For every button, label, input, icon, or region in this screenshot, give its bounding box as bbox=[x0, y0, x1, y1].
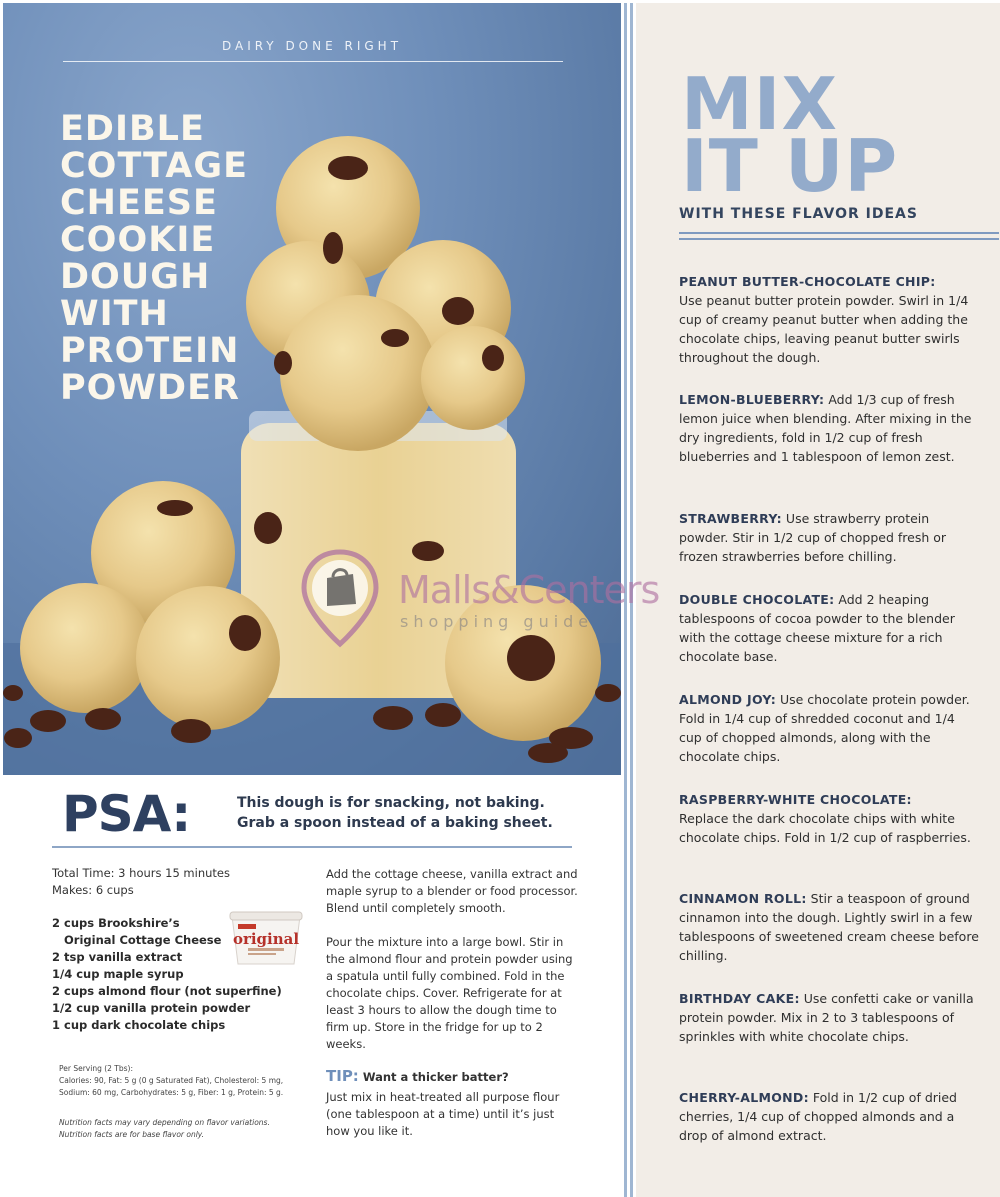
flavor-name: CINNAMON ROLL: bbox=[679, 891, 807, 906]
tub-graphic bbox=[228, 910, 304, 966]
title-line: COTTAGE bbox=[60, 146, 248, 186]
flavor-name: STRAWBERRY: bbox=[679, 511, 782, 526]
flavor-text: Use strawberry protein powder. Stir in 1/2 cup of chopped fresh or frozen strawberries before chilling. bbox=[679, 511, 947, 564]
flavor-item bbox=[679, 390, 979, 466]
ingredient: 2 cups almond flour (not superfine) bbox=[52, 984, 282, 998]
recipe-title bbox=[60, 111, 290, 407]
flavor-name: LEMON-BLUEBERRY: bbox=[679, 392, 825, 407]
watermark-brand: Malls&Centers bbox=[398, 568, 660, 612]
tip-body: Just mix in heat-treated all purpose flour (one tablespoon at a time) until it’s just how you like it. bbox=[326, 1090, 560, 1138]
tip-label: TIP: bbox=[326, 1067, 359, 1085]
flavor-item bbox=[679, 989, 979, 1046]
flavor-text: Replace the dark chocolate chips with white chocolate chips. Fold in 1/2 cup of raspberries. bbox=[679, 811, 971, 845]
sidebar-title-line: IT UP bbox=[681, 124, 899, 208]
tub-label: original bbox=[232, 930, 300, 948]
flavor-item bbox=[679, 509, 979, 566]
title-line: CHEESE bbox=[60, 183, 218, 223]
psa-line: Grab a spoon instead of a baking sheet. bbox=[237, 815, 553, 831]
flavor-item bbox=[679, 790, 979, 847]
flavor-name: PEANUT BUTTER-CHOCOLATE CHIP: bbox=[679, 274, 936, 289]
cottage-cheese-tub-image bbox=[228, 910, 304, 966]
flavor-item bbox=[679, 1088, 979, 1145]
watermark bbox=[300, 548, 700, 648]
tip-heading bbox=[326, 1067, 581, 1085]
flavor-item bbox=[679, 889, 979, 965]
map-pin-bag-icon bbox=[300, 548, 384, 648]
recipe-step: Pour the mixture into a large bowl. Stir in the almond flour and protein powder using a spatula until fully combined. Fold in the chocolate chips. Cover. Refrigerate for at least 3 hours to allow the dough time to firm up. Store in the fridge for up to 2 weeks. bbox=[326, 935, 573, 1051]
ingredient: 2 tsp vanilla extract bbox=[52, 950, 183, 964]
nutrition-note: Nutrition facts may vary depending on flavor variations. bbox=[59, 1118, 270, 1127]
flavor-name: DOUBLE CHOCOLATE: bbox=[679, 592, 835, 607]
psa-line: This dough is for snacking, not baking. bbox=[237, 795, 545, 811]
ingredient: 1/4 cup maple syrup bbox=[52, 967, 184, 981]
total-time: Total Time: 3 hours 15 minutes bbox=[52, 866, 230, 880]
flavor-text: Stir a teaspoon of ground cinnamon into the dough. Lightly swirl in a few tablespoons of sweetened cream cheese before chilling. bbox=[679, 891, 979, 963]
title-line: COOKIE bbox=[60, 220, 216, 260]
nutrition-notes bbox=[59, 1117, 309, 1141]
flavor-item bbox=[679, 272, 979, 367]
title-line: DOUGH bbox=[60, 257, 211, 297]
hero-photo bbox=[3, 3, 621, 775]
flavor-item bbox=[679, 590, 979, 666]
flavor-text: Fold in 1/2 cup of dried cherries, 1/4 cup of chopped almonds and a drop of almond extract. bbox=[679, 1090, 957, 1143]
psa-logo: PSA: bbox=[62, 785, 191, 843]
psa-rule bbox=[52, 846, 572, 848]
recipe-step: Add the cottage cheese, vanilla extract and maple syrup to a blender or food processor. Blend until completely smooth. bbox=[326, 867, 578, 915]
nutrition-note: Nutrition facts are for base flavor only. bbox=[59, 1130, 205, 1139]
title-line: PROTEIN bbox=[60, 331, 240, 371]
flavor-item bbox=[679, 690, 979, 766]
psa-message bbox=[237, 793, 587, 833]
nutrition-facts bbox=[59, 1063, 309, 1099]
watermark-tagline: shopping guide bbox=[400, 612, 594, 631]
recipe-steps bbox=[326, 866, 581, 1070]
ingredient: 1 cup dark chocolate chips bbox=[52, 1018, 226, 1032]
flavor-text: Add 1/3 cup of fresh lemon juice when blending. After mixing in the dry ingredients, fold in 1/2 cup of fresh blueberries and 1 tablespoon of lemon zest. bbox=[679, 392, 972, 464]
nutrition-line: Sodium: 60 mg, Carbohydrates: 5 g, Fiber: 1 g, Protein: 5 g. bbox=[59, 1088, 284, 1097]
sidebar-subtitle: WITH THESE FLAVOR IDEAS bbox=[679, 206, 918, 222]
flavor-name: BIRTHDAY CAKE: bbox=[679, 991, 800, 1006]
sidebar-rule bbox=[679, 238, 999, 240]
title-line: POWDER bbox=[60, 368, 240, 408]
title-line: EDIBLE bbox=[60, 109, 205, 149]
sidebar-title-line: MIX bbox=[681, 62, 838, 146]
flavor-text: Use peanut butter protein powder. Swirl in 1/4 cup of creamy peanut butter when adding the chocolate chips, leaving peanut butter swirls throughout the dough. bbox=[679, 293, 969, 365]
flavor-name: ALMOND JOY: bbox=[679, 692, 776, 707]
sidebar-title bbox=[681, 62, 899, 208]
flavor-name: CHERRY-ALMOND: bbox=[679, 1090, 809, 1105]
recipe-info bbox=[52, 865, 312, 899]
ingredient: 2 cups Brookshire’s bbox=[52, 916, 180, 930]
title-line: WITH bbox=[60, 294, 169, 334]
flavor-text: Use confetti cake or vanilla protein powder. Mix in 2 to 3 tablespoons of sprinkles with white chocolate chips. bbox=[679, 991, 974, 1044]
nutrition-line: Calories: 90, Fat: 5 g (0 g Saturated Fat), Cholesterol: 5 mg, bbox=[59, 1076, 284, 1085]
flavor-text: Use chocolate protein powder. Fold in 1/4 cup of shredded coconut and 1/4 cup of chopped almonds, along with the chocolate chips. bbox=[679, 692, 970, 764]
ingredient: Original Cottage Cheese bbox=[64, 933, 222, 947]
section-kicker: DAIRY DONE RIGHT bbox=[221, 39, 403, 53]
flavor-text: Add 2 heaping tablespoons of cocoa powder to the blender with the cottage cheese mixture for a rich chocolate base. bbox=[679, 592, 955, 664]
ingredient: 1/2 cup vanilla protein powder bbox=[52, 1001, 251, 1015]
yield: Makes: 6 cups bbox=[52, 883, 134, 897]
nutrition-line: Per Serving (2 Tbs): bbox=[59, 1064, 134, 1073]
sidebar-rule bbox=[679, 232, 999, 234]
flavor-name: RASPBERRY-WHITE CHOCOLATE: bbox=[679, 792, 912, 807]
tip-title: Want a thicker batter? bbox=[362, 1070, 509, 1084]
